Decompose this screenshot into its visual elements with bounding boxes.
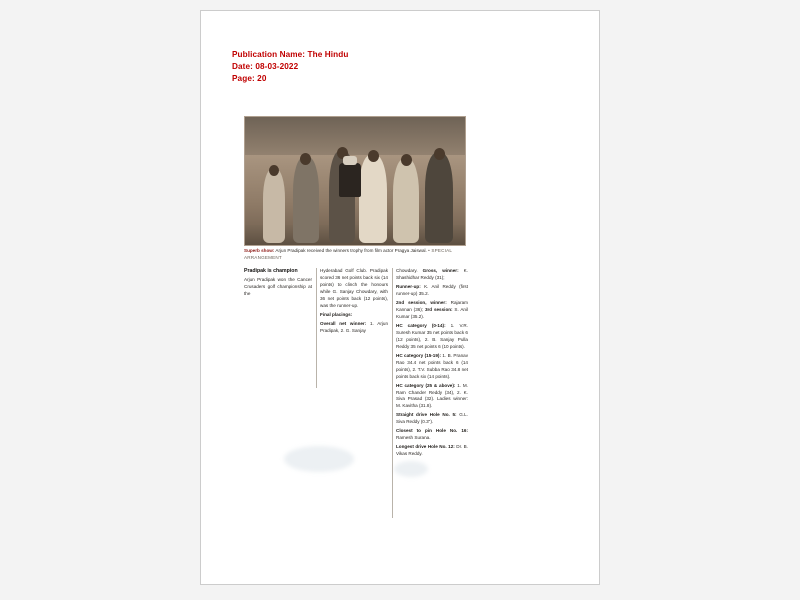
result-value: G.L. Siva Reddy (0.3"). — [396, 412, 468, 425]
column-rule-1 — [316, 268, 317, 388]
column-rule-2 — [392, 268, 393, 518]
scan-smudge-2 — [394, 461, 428, 477]
result-value: 1. B. Pranav Rao 34.4 net points back 6 (14 points), 2. T.V. Subba Rao 34.8 net points back six (14 points). — [396, 352, 468, 379]
result-label: Ladies winner: — [436, 396, 469, 402]
result-value: Ramesh Surana. — [396, 435, 431, 441]
result-label: Runner-up: — [396, 283, 421, 289]
result-line — [320, 321, 388, 335]
article-paragraph: Hyderabad Golf Club. Pradipak scored 36 net points back six (14 points) to clinch the honours while G. Sanjay Chowdary, with 36 net points back (12 points), was the runner-up. — [320, 268, 388, 308]
article-headline: Pradipak is champion — [244, 268, 298, 274]
result-value: M. Kavitha (31.8). — [396, 403, 433, 409]
result-value: 1. Arjun Pradipak, 2. G. Sanjay — [320, 320, 388, 333]
newspaper-clipping — [244, 116, 554, 526]
result-value: Dr. B. Vikas Reddy. — [396, 444, 468, 457]
article-column-1 — [244, 268, 312, 300]
article-paragraph-text: Chowdary. — [396, 268, 418, 273]
result-value: K. Shashidhar Reddy (31); — [396, 268, 468, 280]
result-line — [396, 284, 468, 298]
photo-person-5-head — [401, 154, 412, 166]
result-value: K. Anil Reddy (first runner-up) 35.2. — [396, 283, 468, 296]
caption-credit: • SPECIAL ARRANGEMENT — [244, 248, 453, 260]
photo-person-6 — [425, 153, 453, 243]
result-line — [396, 412, 468, 426]
photo-person-6-head — [434, 148, 445, 160]
result-label: Straight drive Hole No. 5: — [396, 412, 457, 418]
result-label: HC category (0-14): — [396, 322, 446, 328]
result-value: 1. M. Ram Chander Reddy (34), 2. K. Siva Prasad (32). — [396, 382, 468, 402]
result-label: Overall net winner: — [320, 320, 367, 326]
publication-name-line: Publication Name: The Hindu — [232, 50, 349, 59]
publication-header — [232, 49, 562, 85]
article-column-2 — [320, 268, 388, 337]
result-label: Longest drive Hole No. 12: — [396, 444, 455, 450]
photo-person-2 — [293, 157, 319, 243]
result-label: Closest to pin Hole No. 16: — [396, 428, 468, 434]
trophy-icon — [339, 163, 361, 197]
result-value: S. Anil Kumar (35.2). — [396, 306, 469, 319]
result-label: Gross, winner: — [422, 268, 459, 273]
result-line — [396, 353, 468, 381]
final-placings-subhead: Final placings: — [320, 311, 353, 317]
article-columns — [244, 268, 554, 528]
result-label: 3rd session: — [424, 306, 453, 312]
photo-person-5 — [393, 159, 419, 243]
result-line — [396, 444, 468, 458]
article-column-3 — [396, 268, 468, 460]
photo-person-1-head — [269, 165, 279, 176]
result-label: HC category (15-19): — [396, 352, 441, 358]
photo-caption — [244, 248, 466, 262]
photo-person-1 — [263, 169, 285, 243]
photo-person-4 — [359, 155, 387, 243]
photo-person-2-head — [300, 153, 311, 165]
publication-page-line: Page: 20 — [232, 73, 267, 83]
article-paragraph — [396, 268, 468, 282]
photo-person-4-head — [368, 150, 379, 162]
document-page — [200, 10, 600, 585]
result-label: 2nd session, winner: — [396, 299, 447, 305]
publication-date-line: Date: 08-03-2022 — [232, 61, 299, 71]
caption-text: Arjun Pradipak received the winners trophy from film actor Pragya Jaiswal. — [274, 248, 427, 253]
result-line — [396, 383, 468, 411]
result-value: 1. V.R. Suresh Kumar 35 net points back 6 (12 points), 2. B. Sanjay Pulla Reddy 35 net points 6 (10 points). — [396, 322, 468, 349]
result-line — [396, 428, 468, 442]
result-label: HC category (25 & above): — [396, 382, 456, 388]
result-line — [396, 323, 468, 351]
article-paragraph: Arjun Pradipak won the Cancer Crusaders golf championship at the — [244, 277, 312, 296]
scan-smudge-1 — [284, 446, 354, 472]
result-line — [396, 300, 468, 321]
prize-distribution-photo — [244, 116, 466, 246]
result-value: Rajaram Kannan (36); — [396, 299, 468, 312]
caption-lead: Superb show: — [244, 248, 275, 253]
